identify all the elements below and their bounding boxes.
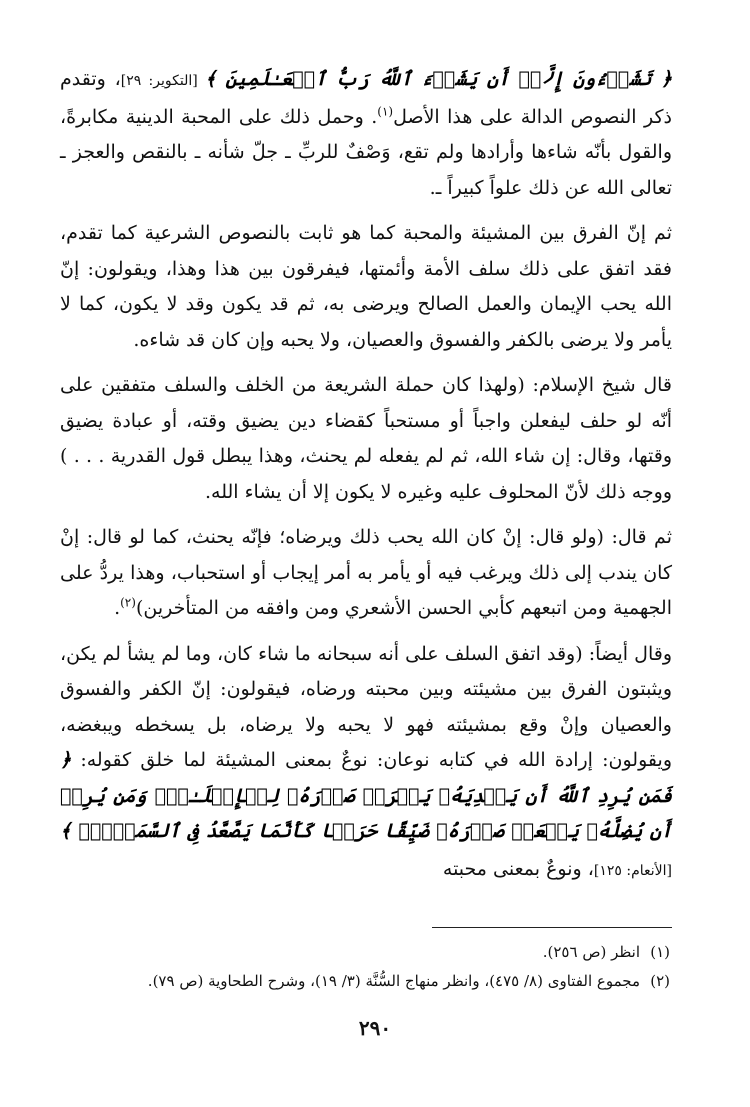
paragraph	[60, 637, 672, 890]
verse-citation: [التكوير: ٢٩]	[120, 73, 205, 89]
paragraph-text: وقال أيضاً: (وقد اتفق السلف على أنه سبحانه ما شاء كان، وما لم يشأ لم يكن، ويثبتون الفرق بين مشيئته وبين محبته ورضاه، فيقولون: إنّ الكفر والفسوق والعصيان وإنْ وقع بمشيئته فهو لا يحبه ولا يرضاه، بل يسخطه ويبغضه، ويقولون: إرادة الله في كتابه نوعان: نوعٌ بمعنى المشيئة لما خلق كقوله:	[60, 642, 672, 771]
quran-verse: ﴿ تَشَاۤءُونَ إِلَّاۤ أَن یَشَاۤءَ ٱللَّهُ رَبُّ ٱلۡعَـٰلَمِینَ ﴾	[204, 68, 673, 90]
main-text	[60, 62, 672, 889]
paragraph-text: ثم إنّ الفرق بين المشيئة والمحبة كما هو ثابت بالنصوص الشرعية كما تقدم، فقد اتفق على ذلك سلف الأمة وأئمتها، فيفرقون بين هذا وهذا، ويقولون: إنّ الله يحب الإيمان والعمل الصالح ويرضى به، ثم قد يكون وقد لا يكون، كما لا يأمر ولا يرضى بالكفر والفسوق والعصيان، ولا يحبه وإن كان قد شاءه.	[60, 222, 672, 351]
paragraph-text: ثم قال: (ولو قال: إنْ كان الله يحب ذلك ويرضاه؛ فإنّه يحنث، كما لو قال: إنْ كان يندب إلى ذلك ويرغب فيه أو يأمر به أمر إيجاب أو استحباب، وهذا يردُّ على الجهمية ومن اتبعهم كأبي الحسن الأشعري ومن وافقه من المتأخرين)	[60, 526, 672, 619]
paragraph	[60, 520, 672, 627]
paragraph-text: ، وتقدم ذكر النصوص الدالة على هذا الأصل	[60, 68, 672, 128]
quran-verse: ﴿ فَمَن یُرِدِ ٱللَّهُ أَن یَهۡدِیَهُۥ یَشۡرَحۡ صَدۡرَهُۥ لِلۡإِسۡلَـٰمِۖ وَمَن یُرِدۡ أَن یُضِلَّهُۥ یَجۡعَلۡ صَدۡرَهُۥ ضَیِّقًا حَرَجࣰا كَأَنَّمَا یَصَّعَّدُ فِی ٱلسَّمَاۤءِۚ ﴾	[60, 749, 672, 842]
paragraph	[60, 368, 672, 510]
footnote	[60, 967, 670, 996]
paragraph	[60, 216, 672, 358]
footnote-divider	[432, 927, 672, 928]
footnote	[60, 938, 670, 967]
paragraph-text: . وحمل ذلك على المحبة الدينية مكابرةً، والقول بأنّه شاءها وأرادها ولم تقع، وَصْفٌ للربِّ ـ جلّ شأنه ـ بالنقص والعجز ـ تعالى الله عن ذلك علواً كبيراً ـ.	[60, 105, 672, 199]
footnote-number: (١)	[650, 943, 670, 961]
paragraph-text: ، ونوعٌ بمعنى محبته	[442, 857, 594, 880]
paragraph-text: .	[114, 597, 121, 619]
footnote-text: انظر (ص ٢٥٦).	[542, 943, 640, 961]
paragraph	[60, 62, 672, 206]
footnote-text: مجموع الفتاوى (٨/ ٤٧٥)، وانظر منهاج السُّنَّة (٣/ ١٩)، وشرح الطحاوية (ص ٧٩).	[147, 972, 640, 990]
footnote-number: (٢)	[650, 972, 670, 990]
verse-citation: [الأنعام: ١٢٥]	[593, 862, 672, 879]
page-number: ٢٩٠	[358, 1016, 392, 1040]
footnote-reference: (٢)	[120, 595, 136, 610]
footnote-reference: (١)	[377, 104, 394, 119]
footnotes	[60, 938, 670, 996]
paragraph-text: قال شيخ الإسلام: (ولهذا كان حملة الشريعة من الخلف والسلف متفقين على أنّه لو حلف ليفعلن واجباً أو مستحباً كقضاء دين يضيق وقته، أو عبادة يضيق وقتها، وقال: إن شاء الله، ثم لم يفعله لم يحنث، وهذا يبطل قول القدرية . . . ) ووجه ذلك لأنّ المحلوف عليه وغيره لا يكون إلا أن يشاء الله.	[60, 374, 672, 503]
